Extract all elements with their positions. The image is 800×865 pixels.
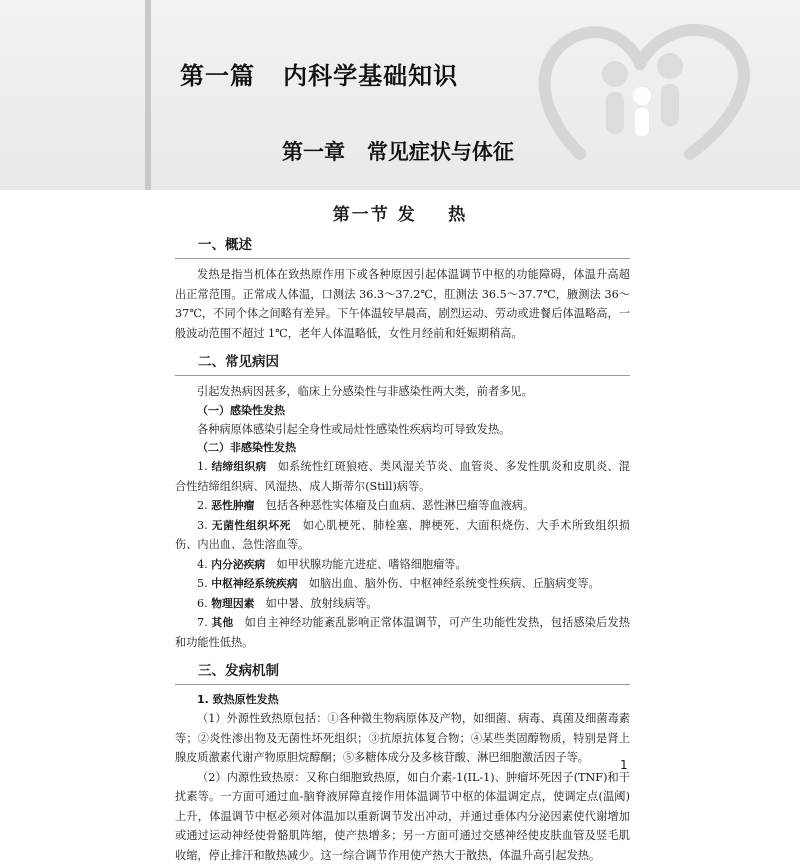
- cause-item: 5. 中枢神经系统疾病 如脑出血、脑外伤、中枢神经系统变性疾病、丘脑病变等。: [175, 574, 630, 594]
- heading-rule: [175, 684, 630, 685]
- infectious-heading: （一）感染性发热: [197, 402, 630, 420]
- mechanism-heading: 三、发病机制: [198, 658, 630, 684]
- cause-key: 其他: [211, 616, 233, 629]
- overview-heading: 一、概述: [198, 232, 630, 258]
- causes-heading: 二、常见病因: [198, 349, 630, 375]
- header-divider: [145, 0, 151, 190]
- cause-item: 2. 恶性肿瘤 包括各种恶性实体瘤及白血病、恶性淋巴瘤等血液病。: [175, 496, 630, 516]
- heading-rule: [175, 375, 630, 376]
- noninfectious-heading: （二）非感染性发热: [197, 439, 630, 457]
- causes-intro: 引起发热病因甚多，临床上分感染性与非感染性两大类，前者多见。: [175, 382, 630, 402]
- cause-item: 6. 物理因素 如中暑、放射线病等。: [175, 594, 630, 614]
- page-number: 1: [620, 758, 628, 772]
- cause-key: 物理因素: [211, 597, 254, 610]
- cause-item: 4. 内分泌疾病 如甲状腺功能亢进症、嗜铬细胞瘤等。: [175, 555, 630, 575]
- cause-key: 恶性肿瘤: [211, 499, 254, 512]
- overview-text: 发热是指当机体在致热原作用下或各种原因引起体温调节中枢的功能障碍，体温升高超出正常范围。正常成人体温，口测法 36.3～37.2℃，肛测法 36.5～37.7℃，腋测法 36～37℃，不同个体之间略有差异。下午体温较早晨高，剧烈运动、劳动或进餐后体温略高，一般波动范围不超过 1℃，老年人体温略低，女性月经前和妊娠期稍高。: [175, 265, 630, 343]
- cause-key: 中枢神经系统疾病: [211, 577, 297, 590]
- medical-heart-logo-icon: [520, 4, 800, 178]
- cause-item: 3. 无菌性组织坏死 如心肌梗死、肺栓塞、脾梗死、大面积烧伤、大手术所致组织损伤、内出血、急性溶血等。: [175, 516, 630, 555]
- cause-key: 结缔组织病: [211, 460, 266, 473]
- main-content: [175, 232, 630, 865]
- chapter-title: 第一章 常见症状与体征: [282, 136, 514, 166]
- cause-key: 内分泌疾病: [211, 558, 265, 571]
- cause-item: 7. 其他 如自主神经功能紊乱影响正常体温调节，可产生功能性发热，包括感染后发热和功能性低热。: [175, 613, 630, 652]
- mechanism-subheading: 1. 致热原性发热: [197, 691, 630, 709]
- mechanism-paragraph-2: （2）内源性致热原：又称白细胞致热原，如白介素-1(IL-1)、肿瘤坏死因子(TNF)和干扰素等。一方面可通过血-脑脊液屏障直接作用体温调节中枢的体温调定点，使调定点(温阈)上升，体温调节中枢必须对体温加以重新调节发出冲动，并通过垂体内分泌因素使代谢增加或通过运动神经使骨骼肌阵缩，使产热增多；另一方面可通过交感神经使皮肤血管及竖毛肌收缩，停止排汗和散热减少。这一综合调节作用使产热大于散热，体温升高引起发热。: [175, 768, 630, 865]
- cause-item: 1. 结缔组织病 如系统性红斑狼疮、类风湿关节炎、血管炎、多发性肌炎和皮肌炎、混合性结缔组织病、风湿热、成人斯蒂尔(Still)病等。: [175, 457, 630, 496]
- header-band: [0, 0, 800, 190]
- heading-rule: [175, 258, 630, 259]
- infectious-text: 各种病原体感染引起全身性或局灶性感染性疾病均可导致发热。: [175, 420, 630, 440]
- section-title: 第一节 发 热: [0, 200, 800, 225]
- mechanism-paragraph-1: （1）外源性致热原包括：①各种微生物病原体及产物，如细菌、病毒、真菌及细菌毒素等；②炎性渗出物及无菌性坏死组织；③抗原抗体复合物；④某些类固醇物质，特别是肾上腺皮质激素代谢产物原胆烷醇酮；⑤多糖体成分及多核苷酸、淋巴细胞激活因子等。: [175, 709, 630, 768]
- cause-key: 无菌性组织坏死: [212, 519, 291, 532]
- part-title: 第一篇 内科学基础知识: [180, 56, 458, 91]
